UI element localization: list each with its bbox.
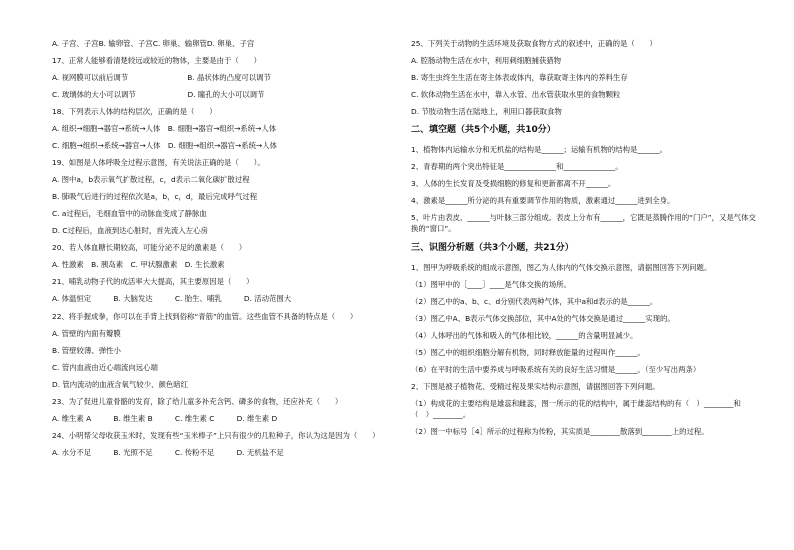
option-line: B. 肺吸气后进行的过程依次是a，b，c，d，最后完成呼气过程 xyxy=(52,192,258,202)
question-25: 25、下列关于动物的生活环境及获取食物方式的叙述中，正确的是（ ） xyxy=(411,39,657,48)
option-line: A. 维生素 A B. 维生素 B C. 维生素 C D. 维生素 D xyxy=(52,413,278,423)
diagram-question: （6）在平时的生活中要养成与呼吸系统有关的良好生活习惯是______。（至少写出两条） xyxy=(411,364,701,374)
question-17: 17、正常人能够看清楚较远或较近的物体，主要是由于（ ） xyxy=(52,56,261,66)
fill-blank-item: 4、激素是______所分泌的具有重要调节作用的物质，激素通过______进到全身。 xyxy=(411,196,675,206)
question-22: 22、将手握成拳，你可以在手背上找到俗称“青筋”的血管。这些血管不具备的特点是（ ） xyxy=(52,311,358,321)
question-23: 23、为了促进儿童骨骼的发育，除了给儿童多补充含钙、磷多的食物，还应补充（ ） xyxy=(52,396,343,406)
option-line: D. 管内流动的血液含氧气较少、颜色暗红 xyxy=(52,379,189,389)
option-line: A. 性激素 B. 胰岛素 C. 甲状腺激素 D. 生长激素 xyxy=(52,260,225,270)
question-20: 20、若人体血糖长期较高，可能分泌不足的激素是（ ） xyxy=(52,243,247,253)
question-21: 21、哺乳动物子代的成活率大大提高，其主要原因是（ ） xyxy=(52,277,254,287)
question-19: 19、如图是人体呼吸全过程示意图，有关说法正确的是（ ）。 xyxy=(52,158,265,168)
question-24: 24、小明帮父母收获玉米时，发现有些“玉米棒子”上只有很少的几粒种子，你认为这是因为（ ） xyxy=(52,430,380,440)
option-line: C. a过程后，毛细血管中的动脉血变成了静脉血 xyxy=(52,209,207,219)
option-line: A. 水分不足 B. 光照不足 C. 传粉不足 D. 无机盐不足 xyxy=(52,447,284,457)
option-line: C. 细胞→组织→系统→器官→人体 D. 细胞→组织→器官→系统→人体 xyxy=(52,141,277,151)
option-line: C. 玻璃体的大小可以调节 D. 瞳孔的大小可以调节 xyxy=(52,90,265,100)
diagram-question: （5）图乙中的组织细胞分解有机物，同时释放能量的过程叫作______。 xyxy=(411,347,645,357)
option-line: A. 组织→细胞→器官→系统→人体 B. 细胞→器官→组织→系统→人体 xyxy=(52,124,277,134)
left-column xyxy=(52,38,397,464)
option-line: D. 节肢动物生活在陆地上，利用口器获取食物 xyxy=(411,107,562,117)
diagram-question: （3）图乙中A、B表示气体交换部位，其中A处的气体交换是通过______实现的。 xyxy=(411,313,675,323)
text-line: A. 子宫、子宫B. 输卵管、子宫C. 卵巢、输卵管D. 卵巢、子宫 xyxy=(52,39,255,48)
section-title-fill-blank: 二、填空题（共5个小题，共10分） xyxy=(411,125,556,136)
option-line: C. 管内血液由近心端流向远心端 xyxy=(52,362,158,372)
fill-blank-item: 3、人体的生长发育及受损细胞的修复和更新都离不开______。 xyxy=(411,179,616,189)
option-line: B. 管壁较薄、弹性小 xyxy=(52,345,121,355)
right-column xyxy=(411,38,756,443)
section-title-diagram-analysis: 三、识图分析题（共3个小题，共21分） xyxy=(411,242,574,253)
fill-blank-item: 1、植物体内运输水分和无机盐的结构是______；运输有机物的结构是______。 xyxy=(411,145,667,155)
diagram-question: （2）图乙中的a、b、c、d分别代表两种气体，其中a和d表示的是______。 xyxy=(411,296,658,306)
diagram-question: （1）构成花的主要结构是雄蕊和雌蕊，图一所示的花的结构中，属于雄蕊结构的有（ ）________和（ ）________。 xyxy=(411,398,741,420)
fill-blank-item: 5、叶片由表皮、______与叶脉三部分组成。表皮上分布有______，它既是蒸腾作用的“门户”，又是气体交换的“窗口”。 xyxy=(411,213,756,234)
fill-blank-item: 2、青春期的两个突出特征是______________和______________。 xyxy=(411,162,623,172)
diagram-question: （2）图一中标号［4］所示的过程称为传粉，其实质是________散落到________上的过程。 xyxy=(411,427,709,437)
diagram-question: （1）图甲中的［____］____是气体交换的场所。 xyxy=(411,279,571,289)
option-line: A. 管壁的内面有瓣膜 xyxy=(52,328,121,338)
option-line: B. 寄生虫终生生活在寄主体表或体内，靠获取寄主体内的养料生存 xyxy=(411,73,628,83)
diagram-question: 1、图甲为呼吸系统的组成示意图，图乙为人体内的气体交换示意图，请据图回答下列问题。 xyxy=(411,262,712,272)
option-line: D. C过程后，血液到达心脏时，首先流入左心房 xyxy=(52,226,208,236)
question-18: 18、下列表示人体的结构层次，正确的是（ ） xyxy=(52,107,217,117)
diagram-question: （4）人体呼出的气体和吸入的气体相比较，______的含量明显减少。 xyxy=(411,330,638,340)
option-line: A. 图中a，b表示氧气扩散过程，c，d表示二氧化碳扩散过程 xyxy=(52,175,250,185)
option-line: A. 腔肠动物生活在水中，利用刺细胞捕获猎物 xyxy=(411,56,562,66)
diagram-question: 2、下图是被子植物花、受精过程及果实结构示意图，请据图回答下列问题。 xyxy=(411,381,660,391)
option-line: C. 软体动物生活在水中，靠入水管、出水管获取水里的食物颗粒 xyxy=(411,90,621,100)
option-line: A. 视网膜可以前后调节 B. 晶状体的凸度可以调节 xyxy=(52,73,271,83)
option-line: A. 体温恒定 B. 大脑发达 C. 胎生、哺乳 D. 活动范围大 xyxy=(52,294,292,304)
